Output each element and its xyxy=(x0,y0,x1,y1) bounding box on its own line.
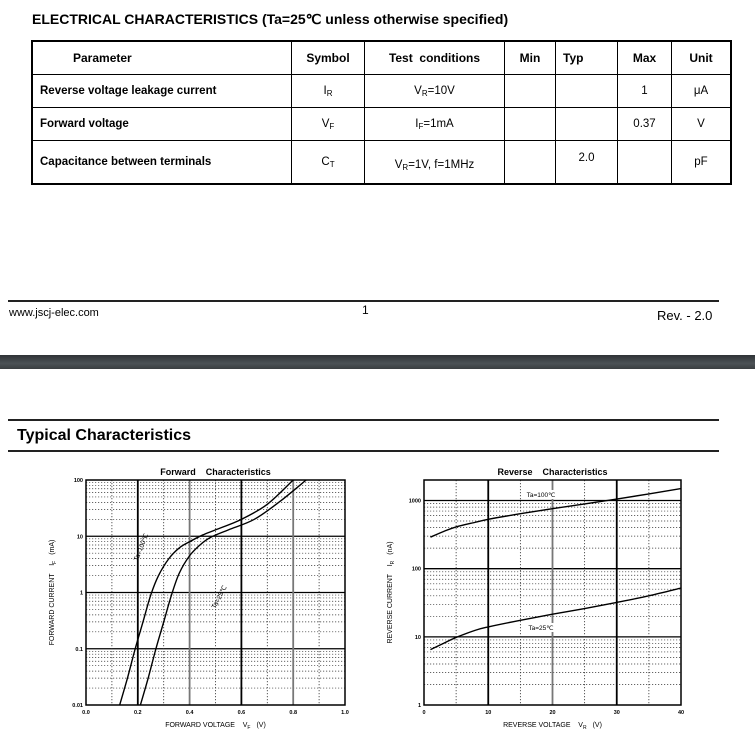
x-axis-label xyxy=(165,722,266,731)
y-axis-label-unit: (nA) xyxy=(387,541,394,555)
y-axis-label xyxy=(49,540,58,646)
series-label: Ta=25℃ xyxy=(528,625,554,632)
x-tick-label: 40 xyxy=(677,710,685,716)
chart-title: Forward Characteristics xyxy=(160,467,271,477)
x-axis-label xyxy=(503,722,602,731)
x-tick-label: 30 xyxy=(613,710,620,716)
y-tick-label: 100 xyxy=(73,478,83,484)
forward-chart xyxy=(49,467,349,731)
revision: Rev. - 2.0 xyxy=(657,308,713,323)
cond-main: V xyxy=(394,158,403,171)
y-axis-label xyxy=(387,541,396,643)
chart-title: Reverse Characteristics xyxy=(497,467,608,477)
x-tick-label: 10 xyxy=(485,710,492,716)
x-axis-label-unit: (V) xyxy=(592,722,602,729)
y-axis-label-main: FORWARD CURRENT I xyxy=(49,563,56,646)
x-axis-label-main: FORWARD VOLTAGE V xyxy=(165,722,248,729)
cond-rest: =10V xyxy=(427,84,455,97)
x-axis-label-unit: (V) xyxy=(256,722,266,729)
x-tick-label: 0.2 xyxy=(133,710,142,716)
series-label: Ta=100℃ xyxy=(526,492,556,499)
x-axis-label-main: REVERSE VOLTAGE V xyxy=(503,722,583,729)
header-test-conditions: Test conditions xyxy=(365,41,505,75)
symbol-main: V xyxy=(321,117,330,130)
header-typ: Typ xyxy=(556,41,618,75)
symbol-sub: R xyxy=(326,88,333,98)
cond-main: V xyxy=(414,84,422,97)
cond-sub: R xyxy=(402,162,409,172)
header-unit: Unit xyxy=(672,41,732,75)
max-cell: 0.37 xyxy=(618,108,672,141)
y-axis-label-unit: (mA) xyxy=(49,539,56,555)
parameter-cell: Capacitance between terminals xyxy=(32,141,292,185)
footer-url: www.jscj-elec.com xyxy=(9,307,99,319)
x-tick-label: 0.6 xyxy=(237,710,246,716)
unit-cell: μA xyxy=(672,75,732,108)
y-tick-label: 1000 xyxy=(408,498,421,505)
cond-sub: F xyxy=(418,121,424,131)
series-label: Ta=25℃ xyxy=(210,584,229,611)
x-tick-label: 0.4 xyxy=(185,710,194,716)
y-axis-label-sub: R xyxy=(390,560,396,565)
header-min: Min xyxy=(505,41,556,75)
y-axis-label-sub: F xyxy=(52,560,58,564)
symbol-main: C xyxy=(321,155,330,168)
y-axis-label-main: REVERSE CURRENT I xyxy=(387,564,394,644)
header-symbol: Symbol xyxy=(292,41,365,75)
parameter-cell: Forward voltage xyxy=(32,108,292,141)
x-tick-label: 1.0 xyxy=(341,710,349,716)
max-cell: 1 xyxy=(618,75,672,108)
symbol-sub: F xyxy=(329,121,335,131)
x-tick-label: 0 xyxy=(422,710,426,716)
series-line-ta-25 xyxy=(430,588,681,650)
y-tick-label: 0.1 xyxy=(75,646,83,653)
y-tick-label: 1 xyxy=(79,590,83,597)
parameter-cell: Reverse voltage leakage current xyxy=(32,75,292,108)
section-title: Typical Characteristics xyxy=(17,427,192,444)
unit-cell: pF xyxy=(672,141,732,185)
page-number: 1 xyxy=(362,303,369,317)
x-tick-label: 0.0 xyxy=(82,710,90,716)
x-axis-label-sub: F xyxy=(247,725,251,731)
x-tick-label: 20 xyxy=(549,710,556,716)
header-max: Max xyxy=(618,41,672,75)
cond-main: I xyxy=(415,117,419,130)
y-tick-label: 100 xyxy=(411,566,421,573)
reverse-chart xyxy=(387,467,684,731)
cond-rest: =1mA xyxy=(423,117,454,130)
y-tick-label: 1 xyxy=(417,703,421,709)
x-tick-label: 0.8 xyxy=(289,710,298,716)
typ-cell: 2.0 xyxy=(556,141,618,185)
x-axis-label-sub: R xyxy=(582,725,587,731)
electrical-characteristics-title: ELECTRICAL CHARACTERISTICS (Ta=25℃ unless otherwise specified) xyxy=(32,11,509,27)
symbol-main: I xyxy=(323,84,327,97)
cond-rest: =1V, f=1MHz xyxy=(408,158,475,171)
y-tick-label: 0.01 xyxy=(72,703,83,709)
y-tick-label: 10 xyxy=(76,534,83,541)
unit-cell: V xyxy=(672,108,732,141)
y-tick-label: 10 xyxy=(414,634,421,641)
header-parameter: Parameter xyxy=(32,41,292,75)
series-label: Ta=100℃ xyxy=(132,532,151,563)
cond-sub: R xyxy=(421,88,428,98)
symbol-sub: T xyxy=(329,159,335,169)
